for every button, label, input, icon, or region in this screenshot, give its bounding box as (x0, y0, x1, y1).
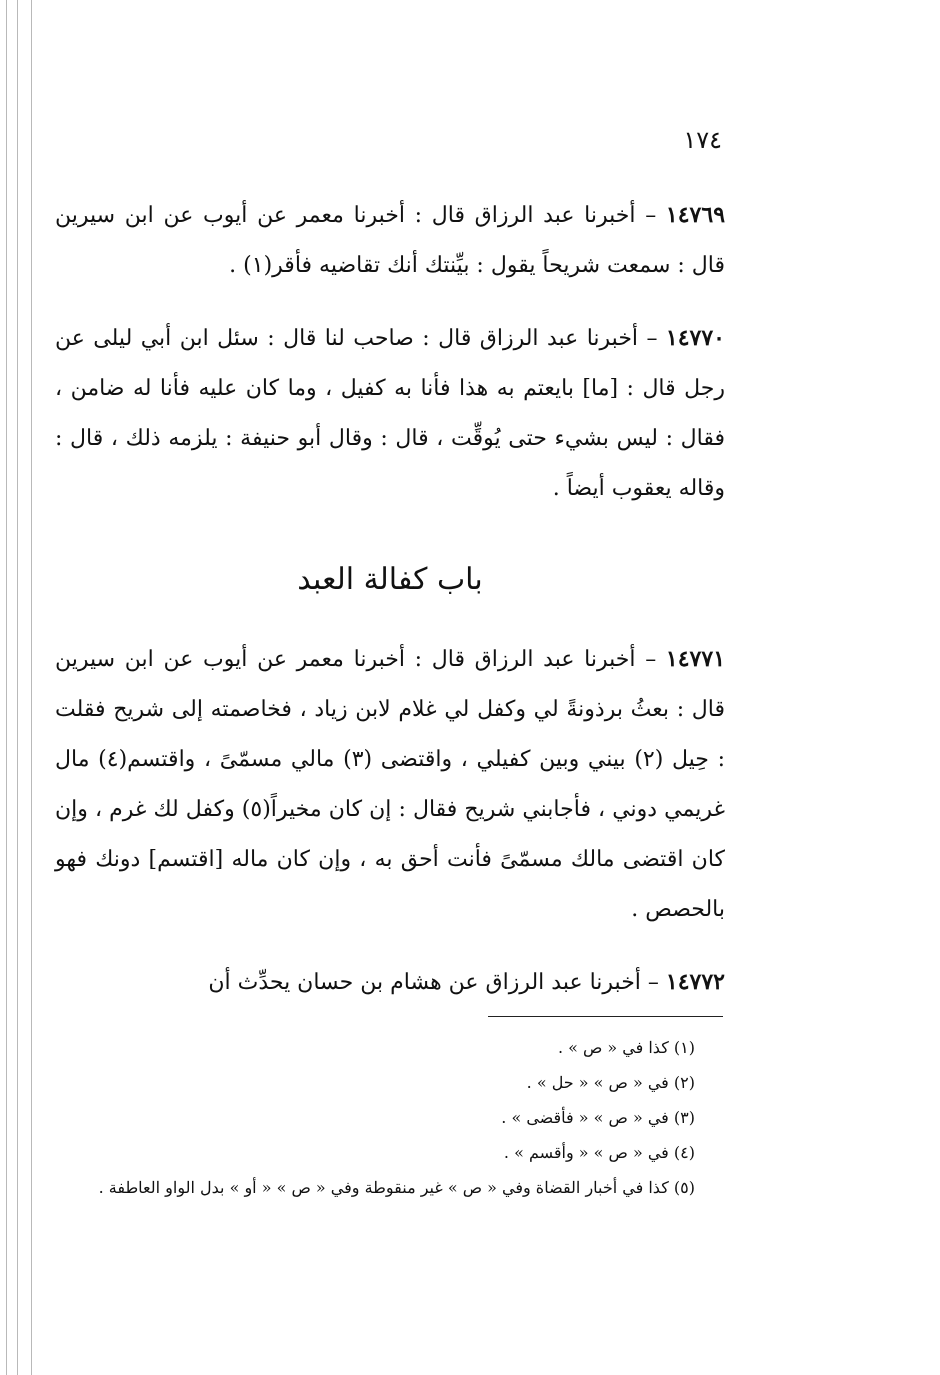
hadith-entry-14771 (55, 634, 725, 935)
hadith-text: – أخبرنا عبد الرزاق عن هشام بن حسان يحدِّث أن (208, 970, 666, 995)
footnotes (55, 1030, 725, 1205)
footnote-1: (١) كذا في « ص » . (557, 1038, 695, 1057)
hadith-text: – أخبرنا عبد الرزاق قال : أخبرنا معمر عن أيوب عن ابن سيرين قال : سمعت شريحاً يقول : بيِّنتك أنك تقاضيه فأقر(١) . (55, 203, 725, 278)
footnote-2: (٢) في « ص » « حل » . (526, 1073, 695, 1092)
footnote-5: (٥) كذا في أخبار القضاة وفي « ص » غير منقوطة وفي « ص » « أو » بدل الواو العاطفة . (98, 1178, 695, 1197)
hadith-number: ١٤٧٧٢ (665, 969, 725, 995)
footnote-3: (٣) في « ص » « فأقضى » . (501, 1108, 695, 1127)
book-page-content (55, 190, 725, 1008)
hadith-entry-14772 (55, 957, 725, 1008)
hadith-entry-14769 (55, 190, 725, 291)
hadith-entry-14770 (55, 313, 725, 514)
page-number: ١٧٤ (683, 126, 722, 154)
footnote-4: (٤) في « ص » « وأقسم » . (503, 1143, 695, 1162)
hadith-text: – أخبرنا عبد الرزاق قال : أخبرنا معمر عن أيوب عن ابن سيرين قال : بعثُ برذونةً لي وكفل لي غلام لابن زياد ، فخاصمته إلى شريح فقلت : حِيل (٢) بيني وبين كفيلي ، واقتضى (٣) مالي مسمّىً ، واقتسم(٤) مال غريمي دوني ، فأجابني شريح فقال : إن كان مخيراً(٥) وكفل لك غرم ، وإن كان اقتضى مالك مسمّىً فأنت أحق به ، وإن كان ماله [اقتسم] دونك فهو بالحصص . (55, 647, 725, 922)
hadith-text: – أخبرنا عبد الرزاق قال : صاحب لنا قال : سئل ابن أبي ليلى عن رجل قال : [ما] بايعتم به هذا فأنا به كفيل ، وما كان عليه فأنا له ضامن ، فقال : ليس بشيء حتى يُوقِّت ، قال : وقال أبو حنيفة : يلزمه ذلك ، قال : وقاله يعقوب أيضاً . (55, 326, 725, 501)
chapter-title: باب كفالة العبد (297, 562, 483, 597)
footnote-divider (488, 1016, 723, 1017)
hadith-number: ١٤٧٧٠ (665, 325, 725, 351)
hadith-number: ١٤٧٦٩ (665, 202, 726, 228)
scan-border-lines (0, 0, 40, 1375)
hadith-number: ١٤٧٧١ (665, 646, 726, 672)
